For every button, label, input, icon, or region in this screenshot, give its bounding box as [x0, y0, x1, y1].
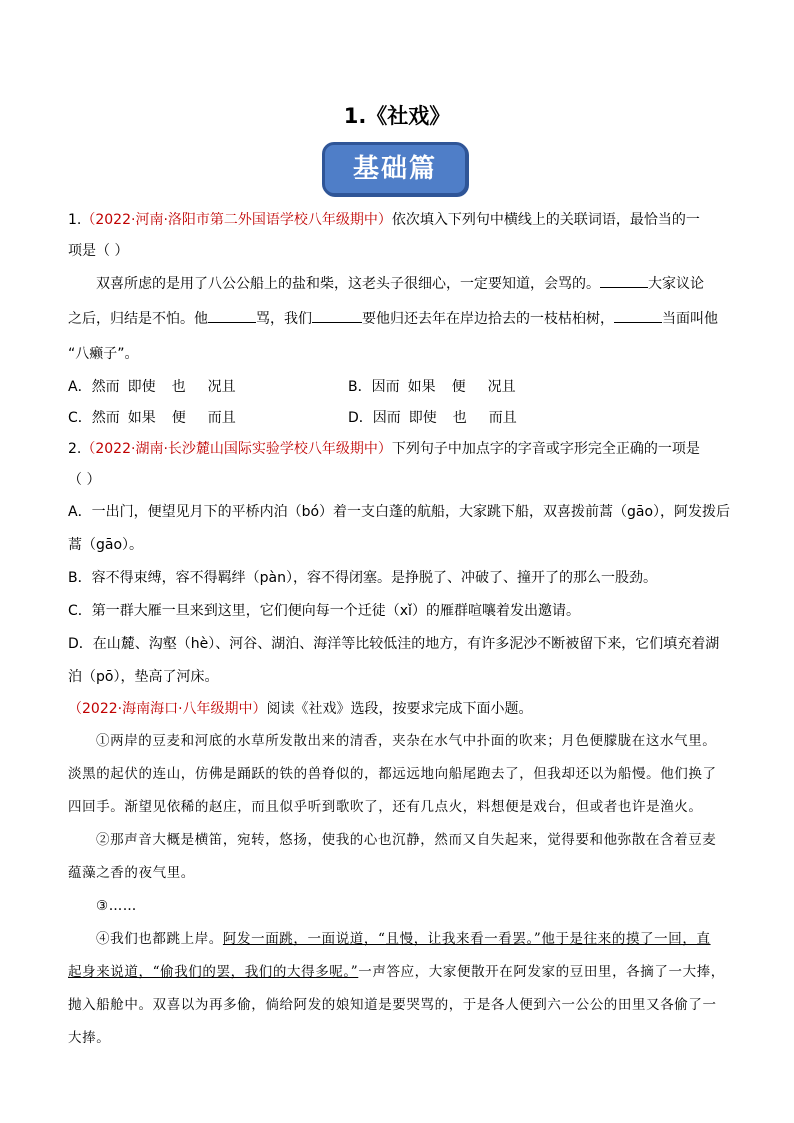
q2-stem-line-1 — [68, 434, 728, 465]
blank-2 — [208, 308, 256, 323]
q2-stem-a: 下列句子中加点字的字音或字形完全正确的一项是 — [391, 441, 700, 457]
reading-passage — [68, 725, 728, 1055]
q1-options-row-2 — [68, 403, 728, 434]
para1-line-3: 四回手。渐望见依稀的赵庄，而且似乎听到歌吹了，还有几点火，料想便是戏台，但或者也许是渔火。 — [68, 799, 703, 815]
q2-source: （2022·湖南·长沙麓山国际实验学校八年级期中） — [81, 441, 392, 457]
page-title: 1.《社戏》 — [343, 104, 451, 128]
para4-line-3: 抛入船舱中。双喜以为再多偷，倘给阿发的娘知道是要哭骂的，于是各人便到六一公公的田里又各偷了一 — [68, 997, 717, 1013]
q1-options-row-1 — [68, 372, 728, 403]
para4-line-2: 起身来说道，“偷我们的罢，我们的大得多呢。”一声答应，大家便散开在阿发家的豆田里，各摘了一大捧， — [68, 964, 725, 980]
q1-passage-line-3 — [68, 337, 728, 372]
q1-passage-p5: 要他归还去年在岸边拾去的一枝枯桕树， — [362, 311, 614, 327]
q1-passage-p6: 当面叫他 — [662, 311, 718, 327]
q2-option-a-line-1[interactable]: A．一出门，便望见月下的平桥内泊（bó）着一支白蓬的航船，大家跳下船，双喜拨前蒿（gāo），阿发拨后 — [68, 504, 731, 520]
document-body — [68, 205, 731, 1055]
para2-line-2: 蕴藻之香的夜气里。 — [68, 865, 195, 881]
q1-source: （2022·河南·洛阳市第二外国语学校八年级期中） — [81, 212, 392, 228]
blank-4 — [614, 308, 662, 323]
reading-instruction: 阅读《社戏》选段，按要求完成下面小题。 — [266, 701, 533, 717]
q1-passage-p2: 大家议论 — [648, 276, 704, 292]
section-badge: 基础篇 — [322, 142, 468, 196]
q2-stem-line-2 — [68, 465, 728, 496]
q2-option-d-line-2: 泊（pō），垫高了河床。 — [68, 669, 219, 685]
para4-line-4: 大捧。 — [68, 1030, 111, 1046]
q2-option-c[interactable]: C．第一群大雁一旦来到这里，它们便向每一个迁徒（xǐ）的雁群喧嚷着发出邀请。 — [68, 603, 580, 619]
q1-stem-a: 依次填入下列句中横线上的关联词语，最恰当的一 — [391, 212, 700, 228]
q2-option-d-line-1[interactable]: D．在山麓、沟壑（hè）、河谷、湖泊、海洋等比较低洼的地方，有许多泥沙不断被留下来，它们填充着湖 — [68, 636, 720, 652]
q1-option-a[interactable]: A．然而 即使 也 况且 — [68, 379, 236, 395]
underlined-sentence: 阿发一面跳，一面说道，“且慢，让我来看一看罢。”他于是往来的摸了一回，直 — [222, 931, 711, 947]
para1-line-1: ①两岸的豆麦和河底的水草所发散出来的清香，夹杂在水气中扑面的吹来；月色便朦胧在这水气里。 — [96, 733, 717, 749]
q1-number: 1. — [68, 212, 82, 228]
q1-passage-p1: 双喜所虑的是用了八公公船上的盐和柴，这老头子很细心，一定要知道，会骂的。 — [96, 276, 600, 292]
para1-line-2: 淡黑的起伏的连山，仿佛是踊跃的铁的兽脊似的，都远远地向船尾跑去了，但我却还以为船慢。他们换了 — [68, 766, 717, 782]
q1-passage-line-1 — [68, 267, 728, 302]
q1-passage-p7: “八癞子”。 — [68, 346, 139, 362]
q1-option-b[interactable]: B．因而 如果 便 况且 — [348, 379, 516, 395]
underlined-sentence-cont: 起身来说道，“偷我们的罢，我们的大得多呢。” — [68, 964, 359, 980]
q1-stem-b: 项是（ ） — [68, 243, 129, 259]
blank-1 — [600, 273, 648, 288]
q1-option-c[interactable]: C．然而 如果 便 而且 — [68, 410, 236, 426]
q2-stem-b: （ ） — [68, 472, 101, 488]
blank-3 — [312, 308, 362, 323]
q1-passage-p4: 骂，我们 — [256, 311, 312, 327]
para2-line-1: ②那声音大概是横笛，宛转，悠扬，使我的心也沉静，然而又自失起来，觉得要和他弥散在含着豆麦 — [96, 832, 717, 848]
q1-stem-line-2 — [68, 236, 728, 267]
q1-passage-line-2 — [68, 302, 728, 337]
q2-number: 2. — [68, 441, 82, 457]
q1-option-d[interactable]: D．因而 即使 也 而且 — [348, 410, 517, 426]
reading-source: （2022·海南海口·八年级期中） — [68, 701, 267, 717]
reading-header — [68, 694, 728, 725]
q2-option-a-line-2: 蒿（gāo）。 — [68, 537, 144, 553]
para4-line-1: ④我们也都跳上岸。阿发一面跳，一面说道，“且慢，让我来看一看罢。”他于是往来的摸了一回，直 — [96, 931, 711, 947]
para3: ③…… — [96, 898, 137, 914]
q1-stem-line-1 — [68, 205, 728, 236]
q1-passage-p3: 之后，归结是不怕。他 — [68, 311, 208, 327]
q2-option-b[interactable]: B．容不得束缚，容不得羁绊（pàn），容不得闭塞。是挣脱了、冲破了、撞开了的那么一股劲。 — [68, 570, 657, 586]
